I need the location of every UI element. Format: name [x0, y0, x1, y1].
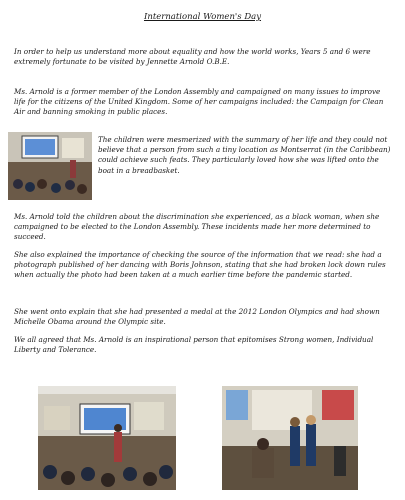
paragraph-intro: In order to help us understand more about equality and how the world works, Years 5 and 6 were extremely fortunate to be visited by Jennette Arnold O.B.E. [14, 47, 371, 67]
paragraph-children-reaction: The children were mesmerized with the summary of her life and they could not believe that a person from such a tiny location as Montserrat (in the Caribbean) could achieve such feats. They particularly loved how she was lifted onto the boat in a breadbasket. [98, 135, 391, 175]
paragraph-olympics: She went onto explain that she had presented a medal at the 2012 London Olympics and had shown Michelle Obama around the Olympic site. [14, 307, 380, 327]
pupils-with-speaker-photo [222, 386, 358, 490]
paragraph-discrimination: Ms. Arnold told the children about the discrimination she experienced, as a black woman, when she campaigned to be elected to the London Assembly. These incidents made her more determined to succeed. [14, 212, 380, 242]
classroom-presentation-photo [8, 132, 92, 200]
paragraph-sources: She also explained the importance of checking the source of the information that we read: she had a photograph published of her dancing with Boris Johnson, stating that she had broken lock down rules when actually the photo had been taken at a much earlier time before the pandemic started. [14, 250, 386, 280]
assembly-talk-photo [38, 386, 176, 490]
paragraph-background: Ms. Arnold is a former member of the London Assembly and campaigned on many issues to improve life for the citizens of the United Kingdom. Some of her campaigns included: the Campaign for Clean Air and banning smoking in public places. [14, 87, 384, 117]
paragraph-conclusion: We all agreed that Ms. Arnold is an inspirational person that epitomises Strong women, Individual Liberty and Tolerance. [14, 335, 374, 355]
page-title: International Women's Day [143, 12, 262, 22]
